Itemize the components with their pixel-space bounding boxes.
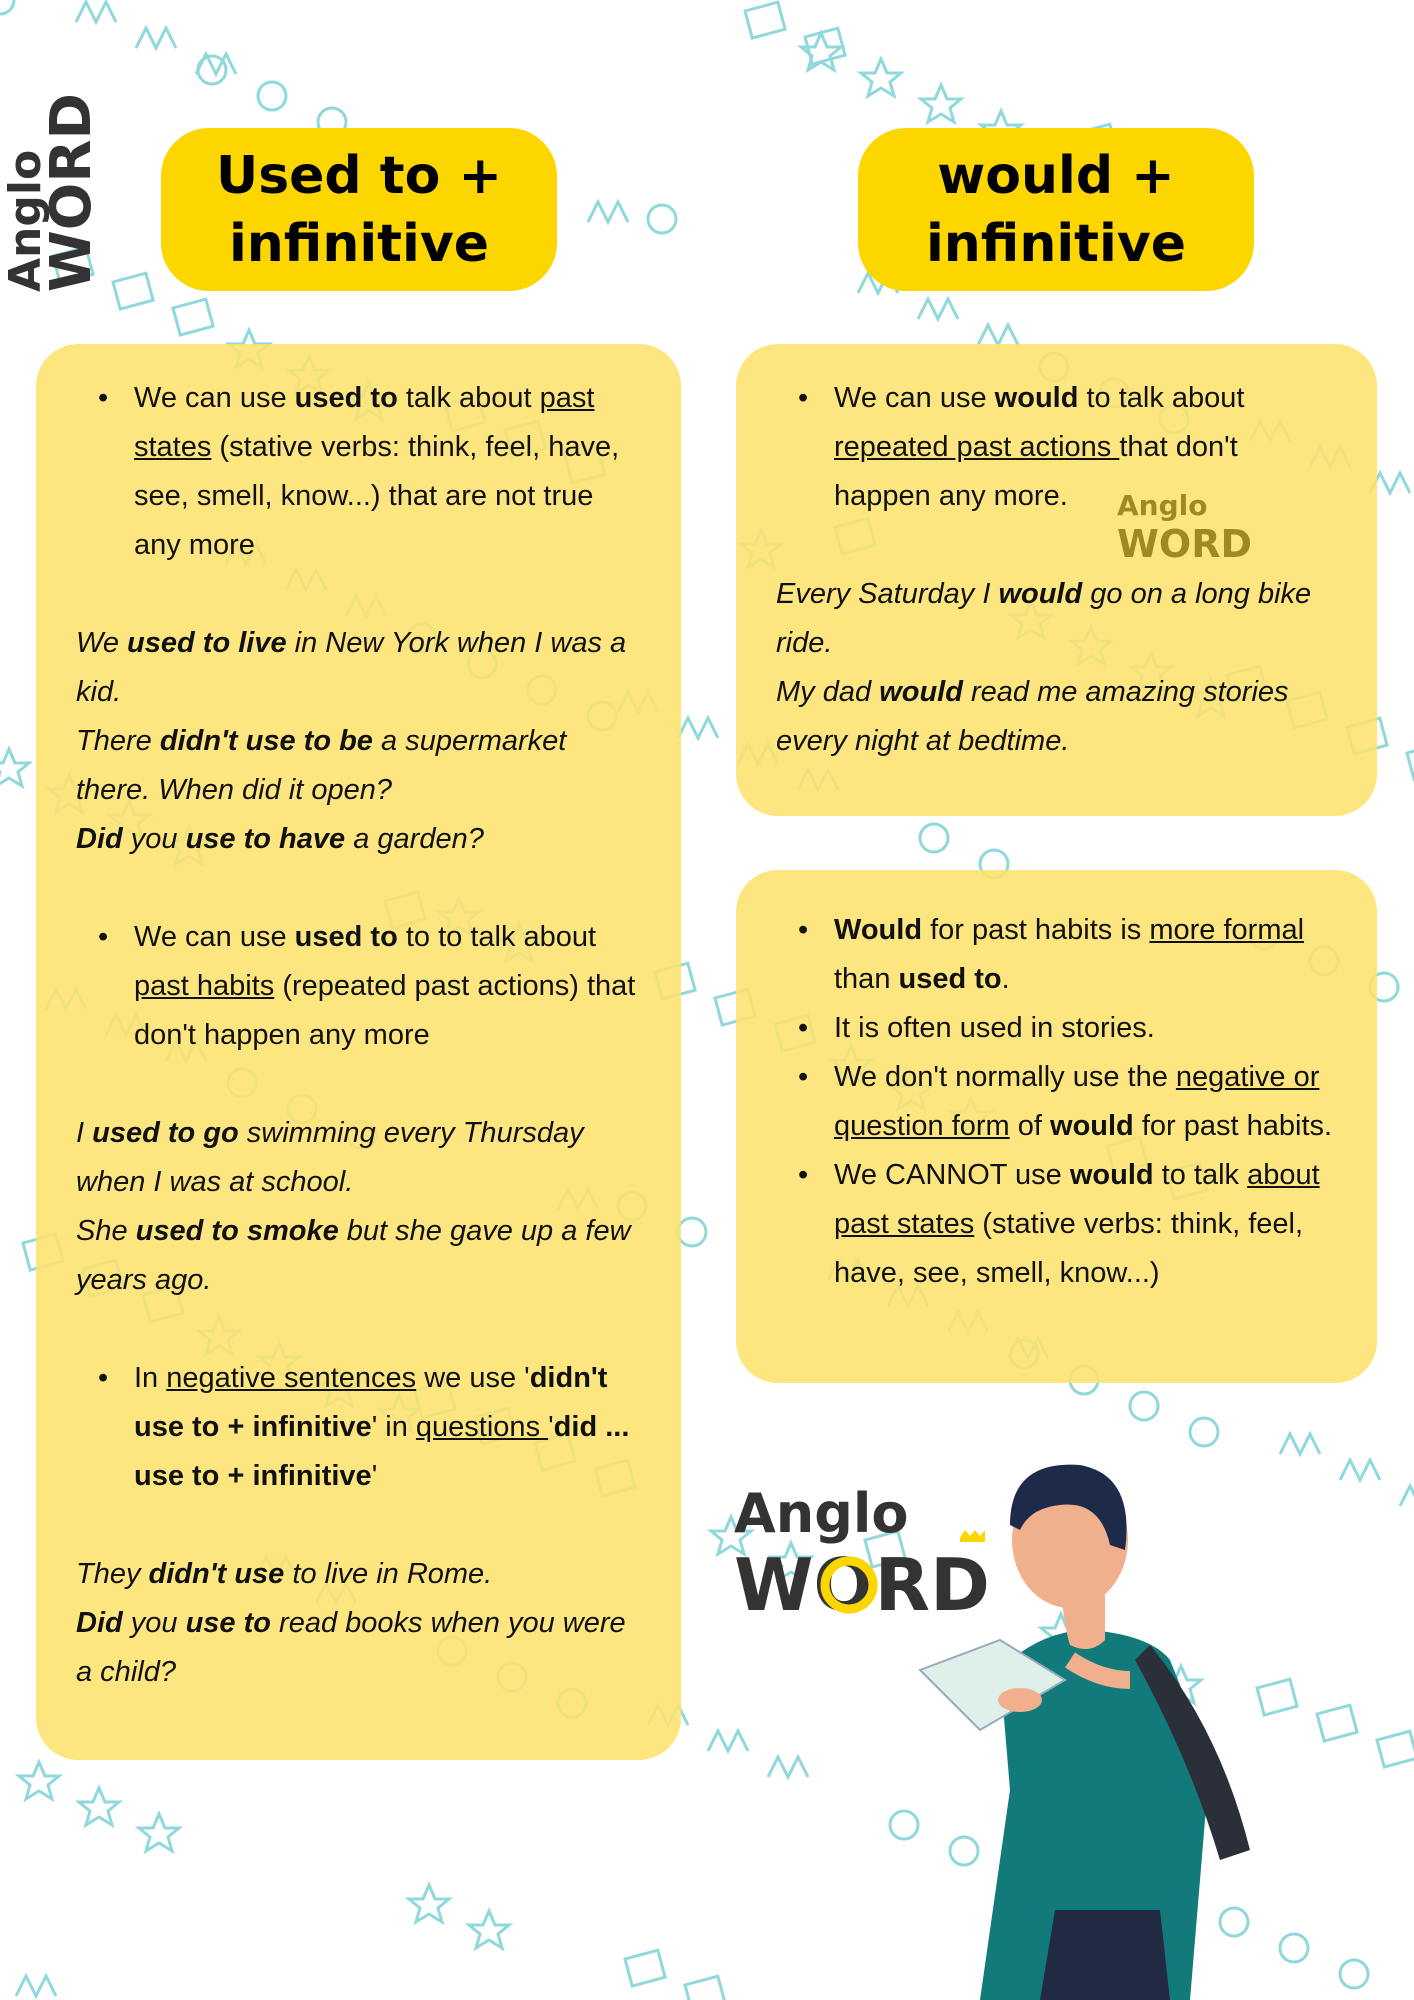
spacer: [76, 1060, 641, 1109]
anglo-word-logo-small: [1115, 485, 1265, 565]
title-line-1: Used to +: [215, 145, 503, 206]
doodle-shape: [1377, 1731, 1414, 1767]
text: to talk about: [1078, 382, 1245, 414]
text: (stative verbs: think, feel, have, see, smell, know...) that are not true any more: [134, 431, 620, 561]
text: we use ': [416, 1362, 530, 1394]
svg-text:Anglo: Anglo: [734, 1482, 909, 1545]
text: to talk: [1153, 1159, 1248, 1191]
would-notes-panel: [736, 870, 1377, 1383]
text: She: [76, 1215, 136, 1247]
text: ': [548, 1411, 554, 1443]
doodle-shape: [79, 1788, 119, 1825]
text: ': [371, 1460, 378, 1492]
would-panel: [736, 344, 1377, 816]
spacer: [76, 1501, 641, 1550]
text: They: [76, 1558, 149, 1590]
doodle-shape: [801, 33, 841, 70]
text: you: [122, 823, 186, 855]
text: We can use: [134, 921, 295, 953]
doodle-shape: [918, 299, 958, 319]
doodle-shape: [258, 82, 286, 110]
example-sentence: [76, 1109, 641, 1207]
doodle-shape: [1130, 1392, 1158, 1420]
bold-text: didn't use to be: [159, 725, 373, 757]
text: We don't normally use the: [834, 1061, 1176, 1093]
bold-text: use to: [185, 1607, 271, 1639]
title-would: [858, 128, 1254, 291]
bullet-point: [76, 1354, 641, 1501]
text: but she gave up a few years ago.: [76, 1215, 631, 1296]
text: read books when you were a child?: [76, 1607, 626, 1688]
doodle-shape: [678, 718, 718, 738]
student-reading-illustration: [920, 1430, 1340, 2000]
bold-text: would: [998, 578, 1083, 610]
spacer: [76, 570, 641, 619]
underlined-text: about past states: [834, 1159, 1320, 1240]
bold-text: would: [879, 676, 963, 708]
text: In: [134, 1362, 167, 1394]
bullet-point: [776, 1151, 1337, 1298]
text: a garden?: [345, 823, 484, 855]
bold-text: didn't use: [148, 1558, 285, 1590]
used-to-panel: [36, 344, 681, 1760]
title-used-to: [161, 128, 557, 291]
title-line-1: would +: [937, 145, 1175, 206]
title-line-2: infinitive: [925, 213, 1187, 274]
doodle-shape: [136, 28, 176, 48]
doodle-shape: [685, 1976, 725, 2000]
doodle-shape: [678, 1218, 706, 1246]
doodle-shape: [745, 2, 785, 38]
bold-text: used to go: [92, 1117, 239, 1149]
underlined-text: negative sentences: [166, 1362, 417, 1394]
doodle-shape: [19, 1762, 59, 1799]
text: We: [76, 627, 128, 659]
example-sentence: [76, 1550, 641, 1599]
doodle-shape: [890, 1811, 918, 1839]
doodle-shape: [0, 0, 14, 14]
doodle-shape: [1340, 1960, 1368, 1988]
doodle-shape: [0, 749, 29, 786]
doodle-shape: [708, 1731, 748, 1751]
svg-text:WORD: WORD: [734, 1543, 990, 1627]
doodle-shape: [469, 1911, 509, 1948]
doodle-shape: [409, 1885, 449, 1922]
underlined-text: negative or question form: [834, 1061, 1320, 1142]
example-sentence: [76, 717, 641, 815]
bullet-point: [776, 1053, 1337, 1151]
doodle-shape: [921, 85, 961, 122]
underlined-text: questions: [415, 1411, 549, 1443]
doodle-shape: [1400, 1486, 1414, 1506]
bold-text: used to: [294, 921, 398, 953]
bullet-point: [776, 1004, 1337, 1053]
svg-text:WORD: WORD: [1117, 522, 1253, 566]
text: It is often used in stories.: [834, 1012, 1155, 1044]
text: talk about: [397, 382, 540, 414]
doodle-shape: [588, 202, 628, 222]
svg-text:Anglo: Anglo: [0, 149, 51, 292]
title-line-2: infinitive: [228, 213, 490, 274]
text: in New York when I was a kid.: [76, 627, 627, 708]
spacer: [76, 864, 641, 913]
bold-text: would: [1069, 1159, 1154, 1191]
doodle-shape: [648, 205, 676, 233]
underlined-text: repeated past actions: [834, 431, 1120, 463]
text: to live in Rome.: [284, 1558, 493, 1590]
text: My dad: [776, 676, 880, 708]
anglo-word-vertical-logo: [0, 93, 125, 315]
text: you: [122, 1607, 186, 1639]
text: go on a long bike ride.: [776, 578, 1312, 659]
spacer: [76, 1305, 641, 1354]
doodle-shape: [139, 1814, 179, 1851]
bullet-point: [76, 913, 641, 1060]
doodle-shape: [978, 325, 1018, 345]
bold-text: used to: [294, 382, 398, 414]
text: Every Saturday I: [776, 578, 999, 610]
doodle-shape: [861, 59, 901, 96]
bold-text: use to have: [185, 823, 346, 855]
doodle-shape: [1407, 744, 1414, 780]
doodle-shape: [76, 2, 116, 22]
text: than: [834, 963, 899, 995]
text: .: [1001, 963, 1010, 995]
bullet-point: [776, 906, 1337, 1004]
bold-text: Would: [834, 914, 923, 946]
example-sentence: [76, 815, 641, 864]
text: (stative verbs: think, feel, have, see, smell, know...): [834, 1208, 1304, 1289]
doodle-shape: [1340, 1460, 1380, 1480]
text: I: [76, 1117, 93, 1149]
underlined-text: past states: [134, 382, 595, 463]
text: that don't happen any more.: [834, 431, 1238, 512]
text: read me amazing stories every night at bedtime.: [776, 676, 1289, 757]
bullet-point: [76, 374, 641, 570]
text: to to talk about: [397, 921, 597, 953]
text: of: [1009, 1110, 1051, 1142]
underlined-text: more formal: [1149, 914, 1305, 946]
doodle-shape: [173, 299, 213, 335]
text: We can use: [134, 382, 295, 414]
doodle-shape: [768, 1757, 808, 1777]
doodle-shape: [198, 56, 226, 84]
text: for past habits is: [922, 914, 1150, 946]
underlined-text: past habits: [134, 970, 275, 1002]
text: ' in: [371, 1411, 416, 1443]
text: swimming every Thursday when I was at school.: [76, 1117, 584, 1198]
text: There: [76, 725, 160, 757]
bold-text: used to smoke: [135, 1215, 339, 1247]
doodle-shape: [16, 1976, 56, 1996]
svg-text:Anglo: Anglo: [1117, 489, 1208, 522]
svg-text:WORD: WORD: [39, 93, 104, 292]
example-sentence: [776, 668, 1337, 766]
example-sentence: [776, 570, 1337, 668]
example-sentence: [76, 619, 641, 717]
bold-text: Did: [76, 1607, 123, 1639]
bold-text: didn't use to + infinitive: [134, 1362, 608, 1443]
text: (repeated past actions) that don't happen any more: [134, 970, 636, 1051]
doodle-shape: [920, 824, 948, 852]
bold-text: would: [1050, 1110, 1134, 1142]
text: a supermarket there. When did it open?: [76, 725, 567, 806]
bold-text: used to live: [127, 627, 287, 659]
bold-text: did ... use to + infinitive: [134, 1411, 630, 1492]
doodle-shape: [625, 1950, 665, 1986]
text: We CANNOT use: [834, 1159, 1070, 1191]
bold-text: used to: [898, 963, 1002, 995]
example-sentence: [76, 1599, 641, 1697]
text: We can use: [834, 382, 995, 414]
bold-text: Did: [76, 823, 123, 855]
example-sentence: [76, 1207, 641, 1305]
bold-text: would: [994, 382, 1079, 414]
text: for past habits.: [1133, 1110, 1333, 1142]
